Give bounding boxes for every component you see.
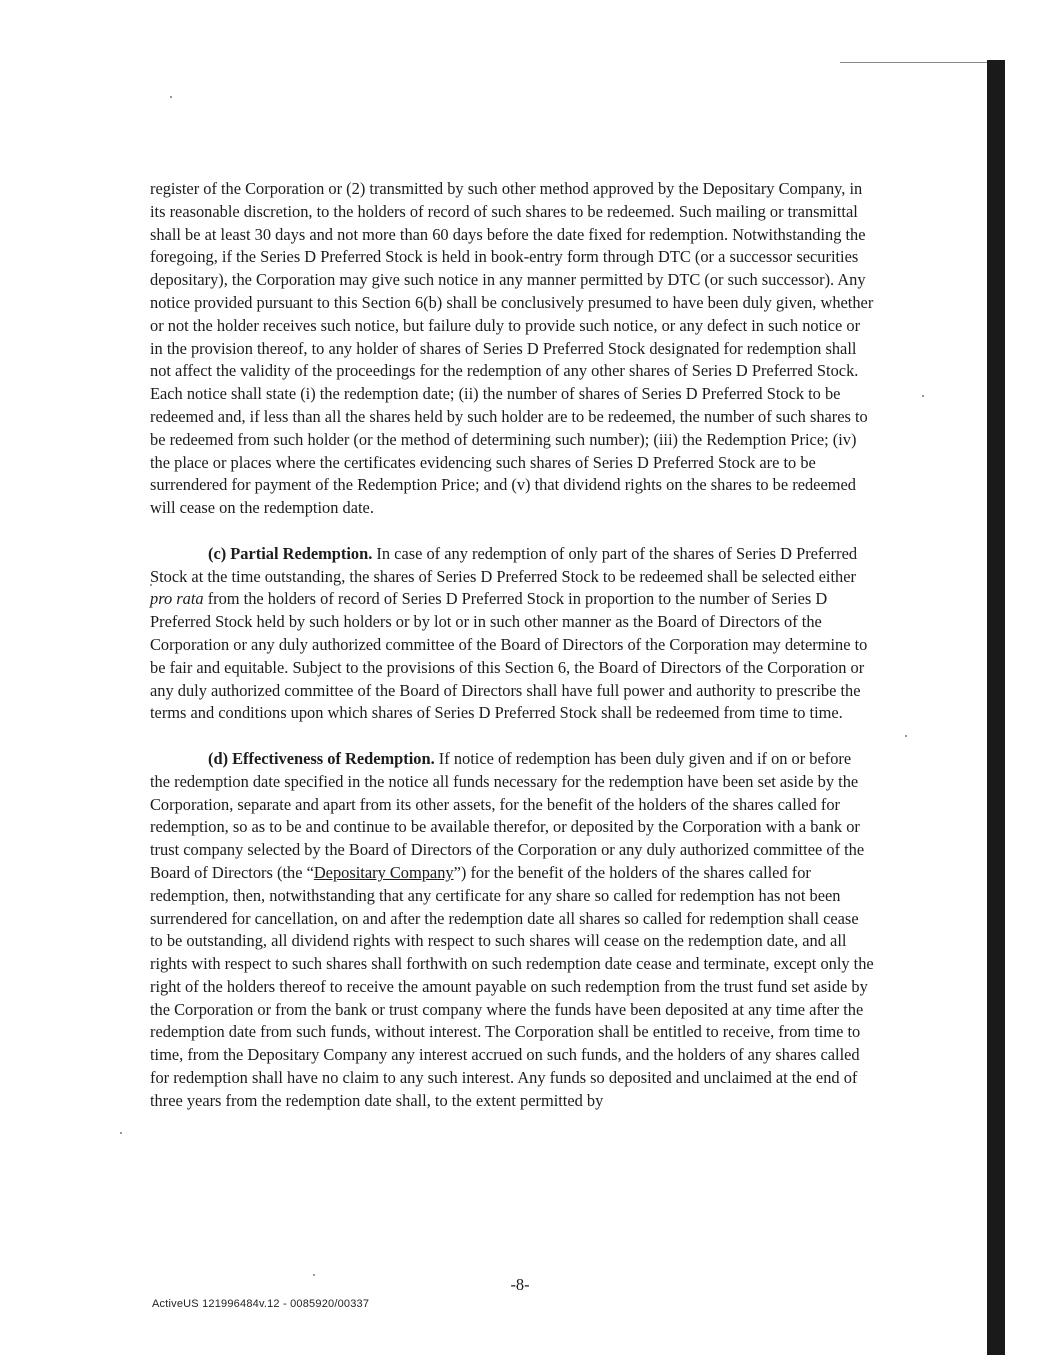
scan-speck	[120, 1132, 122, 1134]
paragraph-partial-redemption	[150, 543, 875, 725]
scan-speck	[170, 96, 172, 98]
paragraph-text: If notice of redemption has been duly given and if on or before the redemption date specified in the notice all funds necessary for the redemption have been set aside by the Corporation, separate and apart from its other assets, for the benefit of the holders of the shares called for redemption, so as to be and continue to be available therefor, or deposited by the Corporation with a bank or trust company selected by the Board of Directors of the Corporation or any duly authorized committee of the Board of Directors (the “	[150, 748, 865, 882]
paragraph-text: ”) for the benefit of the holders of the shares called for redemption, then, notwithstanding that any certificate for any share so called for redemption has not been surrendered for cancellation, on and after the redemption date all shares so called for redemption shall cease to be outstanding, all dividend rights with respect to such shares will cease on the redemption date, and all rights with respect to such shares shall forthwith on such redemption date cease and terminate, except only the right of the holders thereof to receive the amount payable on such redemption from the trust fund set aside by the Corporation or from the bank or trust company where the funds have been deposited at any time after the redemption date from such funds, without interest. The Corporation shall be entitled to receive, from time to time, from the Depositary Company any interest accrued on such funds, and the holders of any shares called for redemption shall have no claim to any such interest. Any funds so deposited and unclaimed at the end of three years from the redemption date shall, to the extent permitted by	[150, 862, 874, 1110]
italic-term: pro rata	[150, 589, 204, 609]
paragraph-effectiveness-of-redemption	[150, 748, 875, 1113]
paragraph-text: In case of any redemption of only part of the shares of Series D Preferred Stock at the time outstanding, the shares of Series D Preferred Stock to be redeemed shall be selected either	[150, 543, 858, 586]
scan-speck	[922, 395, 924, 397]
scan-edge-bar	[987, 60, 1005, 1355]
paragraph-text: register of the Corporation or (2) transmitted by such other method approved by the Depositary Company, in its reasonable discretion, to the holders of record of such shares to be redeemed. Such mailing or transmittal shall be at least 30 days and not more than 60 days before the date fixed for redemption. Notwithstanding the foregoing, if the Series D Preferred Stock is held in book-entry form through DTC (or a successor securities depositary), the Corporation may give such notice in any manner permitted by DTC (or such successor). Any notice provided pursuant to this Section 6(b) shall be conclusively presumed to have been duly given, whether or not the holder receives such notice, but failure duly to provide such notice, or any defect in such notice or in the provision thereof, to any holder of shares of Series D Preferred Stock designated for redemption shall not affect the validity of the proceedings for the redemption of any other shares of Series D Preferred Stock. Each notice shall state (i) the redemption date; (ii) the number of shares of Series D Preferred Stock to be redeemed and, if less than all the shares held by such holder are to be redeemed, the number of such shares to be redeemed from such holder (or the method of determining such number); (iii) the Redemption Price; (iv) the place or places where the certificates evidencing such shares of Series D Preferred Stock are to be surrendered for payment of the Redemption Price; and (v) that dividend rights on the shares to be redeemed will cease on the redemption date.	[150, 179, 874, 518]
scan-speck	[313, 1274, 315, 1276]
scan-speck	[905, 735, 907, 737]
page-number: -8-	[510, 1275, 530, 1294]
paragraph-notice-continuation	[150, 178, 875, 520]
document-body	[150, 178, 875, 1113]
scan-edge-line	[840, 62, 988, 63]
section-heading-partial-redemption: (c) Partial Redemption.	[208, 543, 373, 563]
defined-term-depositary-company: Depositary Company	[313, 862, 454, 882]
paragraph-text: from the holders of record of Series D Preferred Stock in proportion to the number of Series D Preferred Stock held by such holders or by lot or in such other manner as the Board of Directors of the Corporation or any duly authorized committee of the Board of Directors of the Corporation may determine to be fair and equitable. Subject to the provisions of this Section 6, the Board of Directors of the Corporation or any duly authorized committee of the Board of Directors shall have full power and authority to prescribe the terms and conditions upon which shares of Series D Preferred Stock shall be redeemed from time to time.	[150, 589, 868, 723]
footer-document-id: ActiveUS 121996484v.12 - 0085920/00337	[152, 1298, 370, 1310]
section-heading-effectiveness: (d) Effectiveness of Redemption.	[208, 748, 435, 768]
